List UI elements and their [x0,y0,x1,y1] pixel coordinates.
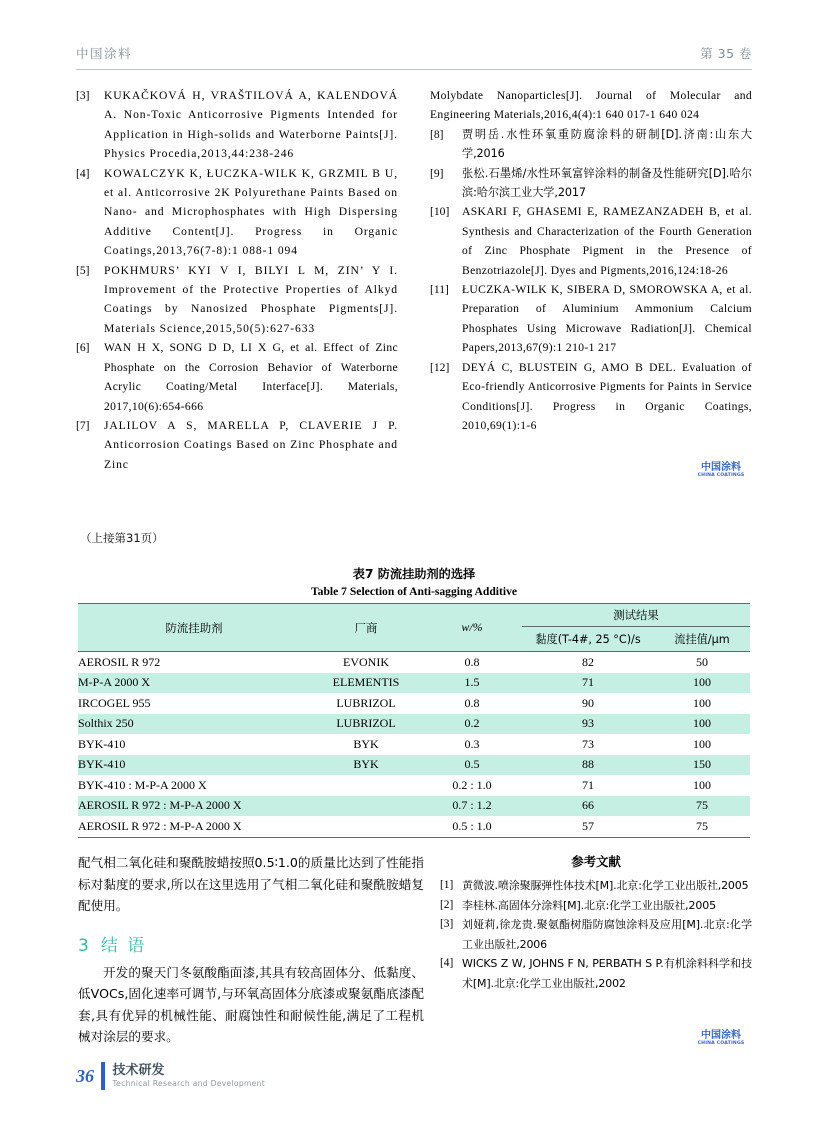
header-sag-value-label: 流挂值/μm [674,633,730,646]
cell-mass-fraction: 0.8 [464,654,480,669]
table-row [78,673,750,694]
reference-item [76,261,398,339]
cell-sag-value: 100 [693,777,711,792]
table-row [78,755,750,776]
cell-vendor: EVONIK [343,654,389,669]
reference-number: [7] [76,418,90,432]
cell-additive: AEROSIL R 972 [78,654,161,669]
cell-sag-value: 75 [654,816,750,837]
footer-title-en: Technical Research and Development [112,1079,266,1088]
cell-sag-value: 100 [654,714,750,735]
cell-viscosity: 66 [522,796,654,817]
cell-mass-fraction: 1.5 [422,673,522,694]
page-footer [76,1062,265,1090]
reference-item [430,358,752,436]
cell-viscosity: 73 [582,736,594,751]
cell-additive: BYK-410 [78,755,310,776]
header-vendor: 厂商 [310,604,422,652]
reference-text: Molybdate Nanoparticles[J]. Journal of Molecular and Engineering Materials,2016,4(4):1 640 017-1 640 024 [430,89,752,122]
logo-chinese-text: 中国涂料 [701,462,741,473]
cell-sag-value: 100 [654,673,750,694]
cell-vendor: LUBRIZOL [310,714,422,735]
cell-sag-value: 100 [693,736,711,751]
cell-mass-fraction: 0.2 : 1.0 [452,777,492,792]
reference-text: DEYÁ C, BLUSTEIN G, AMO B DEL. Evaluation of Eco-friendly Anticorrosive Pigments for Paints in Service Conditions[J]. Progress in Organic Coatings, 2010,69(1):1-6 [462,360,752,432]
reference-text: KOWALCZYK K, ŁUCZKA-WILK K, GRZMIL B U, et al. Anticorrosive 2K Polyurethane Paints Based on Nano- and Microphosphates with High Dispersing Additive Content[J]. Progress in Organic Coatings,2013,76(7-8):1 088-1 094 [104,166,398,258]
cell-sag-value: 100 [693,695,711,710]
page-number: 36 [76,1065,94,1086]
reference-item [440,876,752,896]
body-left-column [78,852,424,1048]
section-heading [78,931,424,956]
running-head-volume: 第 35 卷 [700,46,752,61]
cell-mass-fraction: 0.2 [422,714,522,735]
reference-item [430,86,752,125]
table-row [78,652,750,673]
cell-sag-value: 75 [654,796,750,817]
table-row [78,775,750,796]
cell-viscosity: 88 [522,755,654,776]
footer-section-name [113,1063,266,1089]
reference-number: [8] [430,127,444,141]
cell-additive: BYK-410 : M-P-A 2000 X [78,777,207,792]
table-row [78,693,750,714]
reference-number: [4] [76,166,90,180]
cell-additive: BYK-410 [78,736,126,751]
table-row [78,816,750,837]
reference-number: [3] [76,89,90,102]
reference-number: [12] [430,360,450,374]
table-row [78,714,750,735]
cell-vendor [310,816,422,837]
header-test-results: 测试结果 [522,604,750,627]
cell-vendor: ELEMENTIS [310,673,422,694]
table-row [78,734,750,755]
footer-divider-bar [101,1062,105,1090]
running-head [76,44,752,70]
cell-vendor: LUBRIZOL [336,695,396,710]
reference-text: 黄微波.喷涂聚脲弹性体技术[M].北京:化学工业出版社,2005 [462,879,749,892]
body-paragraph-2: 开发的聚天门冬氨酸酯面漆,其具有较高固体分、低黏度、低VOCs,固化速率可调节,与环氧高固体分底漆或聚氨酯底漆配套,具有优异的机械性能、耐腐蚀性和耐候性能,满足了工程机械对涂层的要求。 [78,964,424,1044]
cell-viscosity: 93 [522,714,654,735]
header-viscosity [522,627,654,652]
reference-item [76,164,398,261]
running-head-journal: 中国涂料 [76,46,133,61]
logo-english-text: CHINA COATINGS [697,473,745,478]
reference-item [76,338,398,416]
cell-additive: Solthix 250 [78,714,310,735]
section-title: 结 语 [100,935,147,956]
cell-additive: AEROSIL R 972 : M-P-A 2000 X [78,796,310,817]
table-title-cn: 表7 防流挂助剂的选择 [352,567,476,581]
cell-mass-fraction: 0.5 : 1.0 [422,816,522,837]
cell-mass-fraction: 0.8 [464,695,480,710]
cell-mass-fraction: 0.7 : 1.2 [422,796,522,817]
references-right-column [430,86,752,435]
reference-text: POKHMURS’ KYI V I, BILYI L M, ZIN’ Y I. Improvement of the Protective Properties of Alkyd Coatings by Nanosized Phosphate Pigments[J]. Materials Science,2015,50(5):627-633 [104,263,398,335]
table-row [78,796,750,817]
reference-number: [2] [440,898,454,911]
cell-viscosity: 57 [522,816,654,837]
china-coatings-logo-icon [692,1031,750,1047]
table-body [78,652,750,838]
cell-additive: IRCOGEL 955 [78,695,151,710]
reference-text: JALILOV A S, MARELLA P, CLAVERIE J P. Anticorrosion Coatings Based on Zinc Phosphate and Zinc [104,418,398,471]
reference-item [76,416,398,474]
footer-title-cn: 技术研发 [112,1063,165,1078]
reference-number: [4] [440,957,454,970]
reference-text: ASKARI F, GHASEMI E, RAMEZANZADEH B, et al. Synthesis and Characterization of the Fourth Generation of Zinc Phosphate Pigment in the Presence of Benzotriazole[J]. Dyes and Pigments,2016,124:18-26 [462,205,752,277]
reference-text: 贾明岳.水性环氧重防腐涂料的研制[D].济南:山东大学,2016 [462,127,752,161]
cell-viscosity: 90 [582,695,594,710]
reference-text: WAN H X, SONG D D, LI X G, et al. Effect of Zinc Phosphate on the Corrosion Behavior of Waterborne Acrylic Coating/Metal Interface[J]. Materials, 2017,10(6):654-666 [104,341,398,413]
cell-sag-value: 50 [696,654,708,669]
reference-item [440,954,752,993]
reference-item [440,915,752,954]
cell-vendor: BYK [310,755,422,776]
cell-mass-fraction: 0.3 [464,736,480,751]
cell-vendor [310,775,422,796]
reference-text: 刘娅莉,徐龙贵.聚氨酯树脂防腐蚀涂料及应用[M].北京:化学工业出版社,2006 [462,918,752,951]
reference-item [430,125,752,164]
cell-sag-value: 150 [654,755,750,776]
logo-chinese-text: 中国涂料 [701,1030,741,1041]
reference-item [430,164,752,203]
reference-text: 张松.石墨烯/水性环氧富锌涂料的制备及性能研究[D].哈尔滨:哈尔滨工业大学,2017 [462,166,752,200]
reference-number: [3] [440,918,454,931]
header-sag-value [654,627,750,652]
table-block [78,565,750,838]
reference-item [430,202,752,280]
table-title-en: Table 7 Selection of Anti-sagging Additive [310,585,518,598]
china-coatings-logo-icon [692,463,750,479]
cell-mass-fraction: 0.5 [422,755,522,776]
anti-sagging-additive-table [78,603,750,838]
continuation-note: （上接第31页） [80,531,164,545]
references-bottom [440,852,752,994]
header-viscosity-label: 黏度(T-4#, 25 °C)/s [535,633,641,646]
logo-english-text: CHINA COATINGS [697,1041,745,1046]
header-additive: 防流挂助剂 [78,604,310,652]
cell-vendor: BYK [353,736,379,751]
reference-number: [6] [76,341,90,355]
section-number: 3 [78,935,91,956]
table-header [78,604,750,652]
reference-number: [5] [76,263,90,277]
cell-viscosity: 71 [582,777,594,792]
references-heading: 参考文献 [571,854,621,869]
reference-item [76,86,398,164]
reference-number: [11] [430,283,449,297]
body-paragraph-1: 配气相二氧化硅和聚酰胺蜡按照0.5∶1.0的质量比达到了性能指标对黏度的要求,所以在这里选用了气相二氧化硅和聚酰胺蜡复配使用。 [78,855,424,913]
reference-text: ŁUCZKA-WILK K, SIBERA D, SMOROWSKA A, et al. Preparation of Aluminium Ammonium Calcium Phosphates Using Microwave Radiation[J]. Chemical Papers,2013,67(9):1 210-1 217 [462,283,752,355]
cell-additive: AEROSIL R 972 : M-P-A 2000 X [78,816,310,837]
cell-viscosity: 82 [582,654,594,669]
reference-text: KUKAČKOVÁ H, VRAŠTILOVÁ A, KALENDOVÁ A. Non-Toxic Anticorrosive Pigments Intended for Application in High-solids and Waterborne Paints[J]. Physics Procedia,2013,44:238-246 [104,89,398,161]
cell-viscosity: 71 [522,673,654,694]
cell-vendor [310,796,422,817]
reference-text: WICKS Z W, JOHNS F N, PERBATH S P.有机涂料科学和技术[M].北京:化学工业出版社,2002 [462,957,752,990]
reference-item [430,280,752,358]
reference-number: [10] [430,205,450,219]
cell-additive: M-P-A 2000 X [78,673,310,694]
header-mass-fraction: w/% [422,604,522,652]
reference-number: [9] [430,166,444,180]
reference-text: 李桂林.高固体分涂料[M].北京:化学工业出版社,2005 [462,898,716,912]
reference-item [440,896,752,916]
references-left-column [76,86,398,474]
reference-number: [1] [440,879,454,891]
